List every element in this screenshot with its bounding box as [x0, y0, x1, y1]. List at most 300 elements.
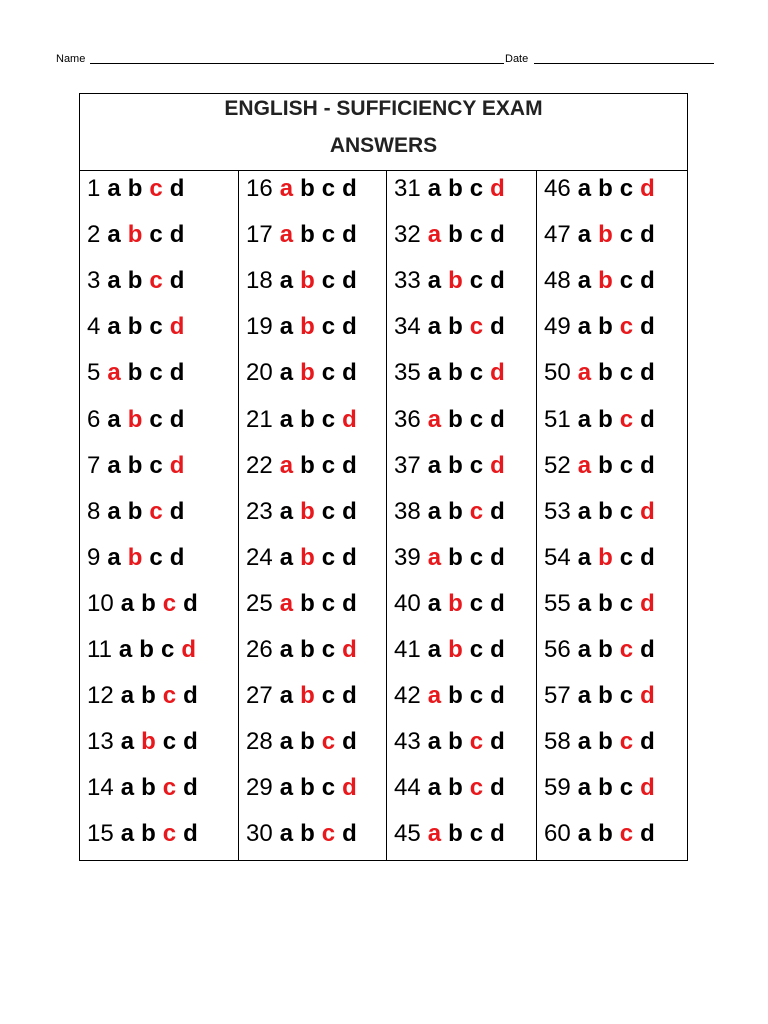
question-number: 21 — [246, 405, 273, 433]
option-c: c — [619, 497, 634, 525]
option-d-correct: d — [640, 774, 655, 802]
answer-row — [544, 449, 655, 483]
name-blank-line[interactable] — [90, 63, 504, 64]
option-a-correct: a — [427, 405, 442, 433]
option-b: b — [598, 405, 613, 433]
option-c: c — [619, 774, 634, 802]
question-number: 40 — [394, 589, 421, 617]
option-d: d — [490, 267, 505, 295]
answer-row — [246, 449, 357, 483]
option-d: d — [169, 221, 185, 249]
option-d: d — [640, 820, 655, 848]
option-a: a — [577, 543, 592, 571]
option-c: c — [469, 405, 484, 433]
option-a-correct: a — [577, 359, 592, 387]
question-number: 28 — [246, 728, 273, 756]
option-b: b — [448, 451, 463, 479]
option-a: a — [577, 497, 592, 525]
option-c: c — [619, 451, 634, 479]
question-number: 1 — [87, 175, 101, 202]
option-b: b — [448, 497, 463, 525]
question-number: 52 — [544, 451, 571, 479]
question-number: 25 — [246, 589, 273, 617]
option-b-correct: b — [300, 497, 315, 525]
question-number: 37 — [394, 451, 421, 479]
option-c-correct: c — [149, 497, 163, 525]
option-a: a — [577, 682, 592, 710]
option-c: c — [149, 451, 163, 479]
answer-row — [246, 218, 357, 252]
option-d: d — [490, 497, 505, 525]
answer-row — [544, 403, 655, 437]
option-d: d — [169, 267, 185, 295]
question-number: 38 — [394, 497, 421, 525]
option-c: c — [321, 267, 336, 295]
option-d: d — [183, 682, 198, 710]
answer-row — [544, 264, 655, 298]
option-a: a — [107, 497, 121, 525]
option-d: d — [640, 221, 655, 249]
answer-row — [394, 264, 505, 298]
answer-row — [246, 587, 357, 621]
question-number: 12 — [87, 682, 114, 710]
question-number: 18 — [246, 267, 273, 295]
option-d-correct: d — [640, 682, 655, 710]
option-a: a — [577, 221, 592, 249]
option-c: c — [321, 359, 336, 387]
question-number: 17 — [246, 221, 273, 249]
question-number: 30 — [246, 820, 273, 848]
option-b: b — [598, 820, 613, 848]
question-number: 33 — [394, 267, 421, 295]
option-d: d — [490, 313, 505, 341]
question-number: 54 — [544, 543, 571, 571]
option-c: c — [149, 405, 163, 433]
question-number: 56 — [544, 636, 571, 663]
option-d: d — [490, 682, 505, 710]
option-a: a — [279, 728, 294, 756]
option-a-correct: a — [427, 543, 442, 571]
option-c-correct: c — [619, 636, 634, 663]
option-a: a — [279, 359, 294, 387]
option-c: c — [469, 221, 484, 249]
answer-row — [87, 172, 184, 206]
option-c-correct: c — [619, 820, 634, 848]
option-d: d — [490, 589, 505, 617]
option-a: a — [120, 728, 135, 756]
answers-grid — [80, 171, 687, 860]
answer-row — [87, 310, 184, 344]
answer-row — [394, 403, 505, 437]
option-b: b — [141, 682, 156, 710]
option-c: c — [321, 774, 336, 802]
question-number: 31 — [394, 175, 421, 202]
option-d: d — [342, 221, 357, 249]
option-c-correct: c — [162, 589, 177, 617]
answer-row — [394, 495, 505, 529]
option-a: a — [427, 589, 442, 617]
question-number: 41 — [394, 636, 421, 663]
question-number: 48 — [544, 267, 571, 295]
option-a-correct: a — [107, 359, 121, 387]
option-a-correct: a — [427, 682, 442, 710]
exam-subtitle: ANSWERS — [329, 134, 438, 157]
option-c: c — [321, 636, 336, 663]
option-a: a — [577, 313, 592, 341]
option-a: a — [107, 405, 121, 433]
option-b-correct: b — [448, 589, 463, 617]
option-c-correct: c — [619, 728, 634, 756]
option-c: c — [619, 543, 634, 571]
option-b: b — [300, 451, 315, 479]
option-b: b — [300, 175, 315, 202]
answer-row — [544, 771, 655, 805]
option-a: a — [107, 175, 121, 202]
option-b-correct: b — [598, 221, 613, 249]
option-a: a — [427, 175, 442, 202]
option-c: c — [149, 313, 163, 341]
question-number: 45 — [394, 820, 421, 848]
name-label: Name — [56, 53, 86, 65]
option-d: d — [169, 543, 185, 571]
option-c: c — [619, 682, 634, 710]
answer-sheet — [79, 93, 688, 861]
option-c-correct: c — [162, 774, 177, 802]
question-number: 2 — [87, 221, 101, 249]
option-a: a — [427, 636, 442, 663]
option-b: b — [300, 774, 315, 802]
option-b: b — [448, 728, 463, 756]
option-d: d — [640, 359, 655, 387]
option-c: c — [619, 175, 634, 202]
question-number: 20 — [246, 359, 273, 387]
option-d: d — [342, 451, 357, 479]
option-c: c — [469, 682, 484, 710]
option-b: b — [598, 589, 613, 617]
answer-row — [246, 771, 357, 805]
question-number: 29 — [246, 774, 273, 802]
answer-row — [544, 172, 655, 206]
option-d: d — [183, 589, 198, 617]
answer-row — [246, 403, 357, 437]
option-d: d — [342, 728, 357, 756]
option-d-correct: d — [640, 497, 655, 525]
option-a-correct: a — [427, 820, 442, 848]
option-d: d — [490, 543, 505, 571]
option-a-correct: a — [279, 221, 294, 249]
option-b: b — [127, 359, 143, 387]
answer-row — [246, 541, 357, 575]
question-number: 9 — [87, 543, 101, 571]
question-number: 3 — [87, 267, 101, 295]
option-d: d — [342, 313, 357, 341]
option-d: d — [640, 313, 655, 341]
option-a: a — [118, 636, 133, 663]
option-c: c — [321, 682, 336, 710]
option-b: b — [598, 636, 613, 663]
option-c-correct: c — [321, 820, 336, 848]
option-c: c — [321, 497, 336, 525]
question-number: 10 — [87, 589, 114, 617]
answer-row — [87, 449, 184, 483]
option-c-correct: c — [162, 682, 177, 710]
option-a: a — [577, 589, 592, 617]
option-d: d — [342, 543, 357, 571]
option-b: b — [598, 313, 613, 341]
option-d: d — [169, 175, 185, 202]
option-d: d — [640, 267, 655, 295]
option-c: c — [619, 221, 634, 249]
option-a: a — [427, 313, 442, 341]
option-c-correct: c — [162, 820, 177, 848]
question-number: 16 — [246, 175, 273, 202]
name-field[interactable] — [56, 52, 85, 66]
question-number: 24 — [246, 543, 273, 571]
question-number: 35 — [394, 359, 421, 387]
question-number: 22 — [246, 451, 273, 479]
option-a: a — [107, 543, 121, 571]
option-a: a — [577, 820, 592, 848]
option-d: d — [169, 405, 185, 433]
answer-row — [544, 633, 655, 667]
option-b: b — [141, 820, 156, 848]
question-number: 53 — [544, 497, 571, 525]
option-a: a — [279, 497, 294, 525]
answer-row — [394, 172, 505, 206]
option-b: b — [448, 405, 463, 433]
option-d-correct: d — [490, 359, 505, 387]
answer-row — [394, 310, 505, 344]
question-number: 19 — [246, 313, 273, 341]
question-number: 26 — [246, 636, 273, 663]
question-number: 49 — [544, 313, 571, 341]
option-b-correct: b — [300, 359, 315, 387]
answer-row — [87, 587, 198, 621]
option-b-correct: b — [598, 543, 613, 571]
option-d-correct: d — [169, 451, 185, 479]
option-c: c — [619, 589, 634, 617]
option-b: b — [300, 636, 315, 663]
question-number: 57 — [544, 682, 571, 710]
date-label: Date — [505, 53, 529, 65]
option-d: d — [640, 405, 655, 433]
option-c: c — [321, 313, 336, 341]
option-c: c — [321, 451, 336, 479]
option-b: b — [141, 589, 156, 617]
option-a: a — [577, 267, 592, 295]
option-a: a — [279, 820, 294, 848]
option-a: a — [279, 774, 294, 802]
date-blank-line[interactable] — [534, 63, 714, 64]
option-d: d — [169, 359, 185, 387]
option-d-correct: d — [640, 589, 655, 617]
answer-row — [87, 633, 196, 667]
answer-row — [246, 172, 357, 206]
answer-row — [544, 817, 655, 851]
option-d: d — [640, 451, 655, 479]
question-number: 5 — [87, 359, 101, 387]
option-d: d — [490, 774, 505, 802]
option-a: a — [279, 636, 294, 663]
answer-row — [87, 356, 184, 390]
question-number: 46 — [544, 175, 571, 202]
answer-row — [394, 633, 505, 667]
option-c: c — [469, 543, 484, 571]
answer-row — [394, 356, 505, 390]
answer-row — [394, 218, 505, 252]
option-c-correct: c — [619, 313, 634, 341]
option-b: b — [598, 497, 613, 525]
option-b-correct: b — [300, 313, 315, 341]
option-a: a — [577, 405, 592, 433]
question-number: 32 — [394, 221, 421, 249]
answer-row — [394, 817, 505, 851]
option-a: a — [577, 175, 592, 202]
option-d: d — [490, 636, 505, 663]
option-c: c — [619, 359, 634, 387]
option-d-correct: d — [342, 774, 357, 802]
option-a: a — [427, 267, 442, 295]
answer-row — [246, 679, 357, 713]
option-b-correct: b — [448, 267, 463, 295]
answer-row — [87, 495, 184, 529]
option-a: a — [427, 451, 442, 479]
option-c-correct: c — [149, 175, 163, 202]
option-b: b — [141, 774, 156, 802]
option-b: b — [127, 175, 143, 202]
option-d: d — [490, 820, 505, 848]
answer-row — [87, 218, 184, 252]
option-d: d — [342, 497, 357, 525]
answer-row — [246, 633, 357, 667]
question-number: 47 — [544, 221, 571, 249]
option-a: a — [120, 774, 135, 802]
option-a: a — [107, 221, 121, 249]
option-d: d — [640, 543, 655, 571]
option-a: a — [120, 820, 135, 848]
answer-row — [87, 817, 198, 851]
option-c: c — [469, 267, 484, 295]
option-a: a — [279, 405, 294, 433]
date-field[interactable] — [505, 52, 528, 66]
option-d: d — [342, 267, 357, 295]
answers-column-1 — [80, 171, 238, 860]
answer-row — [394, 587, 505, 621]
option-d: d — [490, 728, 505, 756]
option-d: d — [183, 774, 198, 802]
option-b-correct: b — [300, 543, 315, 571]
question-number: 15 — [87, 820, 114, 848]
option-d: d — [490, 221, 505, 249]
answer-row — [394, 449, 505, 483]
option-b: b — [448, 682, 463, 710]
option-c-correct: c — [149, 267, 163, 295]
answer-row — [246, 310, 357, 344]
answer-row — [394, 541, 505, 575]
option-c: c — [149, 359, 163, 387]
question-number: 39 — [394, 543, 421, 571]
option-d-correct: d — [640, 175, 655, 202]
option-c: c — [469, 175, 484, 202]
option-d: d — [490, 405, 505, 433]
option-b-correct: b — [127, 221, 143, 249]
answer-row — [394, 771, 505, 805]
question-number: 14 — [87, 774, 114, 802]
answer-row — [544, 679, 655, 713]
option-b-correct: b — [448, 636, 463, 663]
question-number: 50 — [544, 359, 571, 387]
answers-column-2 — [238, 171, 387, 860]
option-a-correct: a — [279, 589, 294, 617]
option-d: d — [342, 589, 357, 617]
option-c: c — [469, 636, 484, 663]
answer-row — [544, 310, 655, 344]
answer-row — [87, 725, 198, 759]
option-d-correct: d — [490, 451, 505, 479]
option-d: d — [342, 820, 357, 848]
question-number: 51 — [544, 405, 571, 433]
option-b: b — [300, 405, 315, 433]
option-b-correct: b — [141, 728, 156, 756]
question-number: 11 — [87, 636, 112, 663]
option-b: b — [448, 313, 463, 341]
option-c-correct: c — [469, 774, 484, 802]
answer-row — [394, 679, 505, 713]
answer-row — [544, 495, 655, 529]
option-c: c — [321, 405, 336, 433]
option-b-correct: b — [300, 682, 315, 710]
option-d: d — [342, 359, 357, 387]
option-a: a — [427, 728, 442, 756]
question-number: 44 — [394, 774, 421, 802]
option-a-correct: a — [279, 451, 294, 479]
option-d-correct: d — [169, 313, 185, 341]
option-b: b — [448, 175, 463, 202]
option-c-correct: c — [469, 728, 484, 756]
question-number: 58 — [544, 728, 571, 756]
question-number: 27 — [246, 682, 273, 710]
answers-column-3 — [386, 171, 537, 860]
answer-row — [544, 587, 655, 621]
answer-row — [544, 541, 655, 575]
option-a: a — [107, 451, 121, 479]
answer-row — [246, 264, 357, 298]
option-b: b — [598, 682, 613, 710]
question-number: 23 — [246, 497, 273, 525]
option-a: a — [427, 359, 442, 387]
title-block — [80, 94, 687, 171]
option-c-correct: c — [469, 497, 484, 525]
option-a-correct: a — [577, 451, 592, 479]
option-a: a — [427, 774, 442, 802]
option-a: a — [120, 589, 135, 617]
option-c: c — [469, 359, 484, 387]
answer-row — [87, 403, 184, 437]
option-a: a — [279, 543, 294, 571]
option-b-correct: b — [127, 405, 143, 433]
option-b: b — [127, 267, 143, 295]
option-c: c — [149, 221, 163, 249]
answer-row — [246, 356, 357, 390]
option-c: c — [469, 451, 484, 479]
option-d-correct: d — [181, 636, 196, 663]
option-c-correct: c — [321, 728, 336, 756]
option-b: b — [127, 497, 143, 525]
option-c: c — [160, 636, 175, 663]
question-number: 43 — [394, 728, 421, 756]
option-b: b — [598, 728, 613, 756]
question-number: 13 — [87, 728, 114, 756]
